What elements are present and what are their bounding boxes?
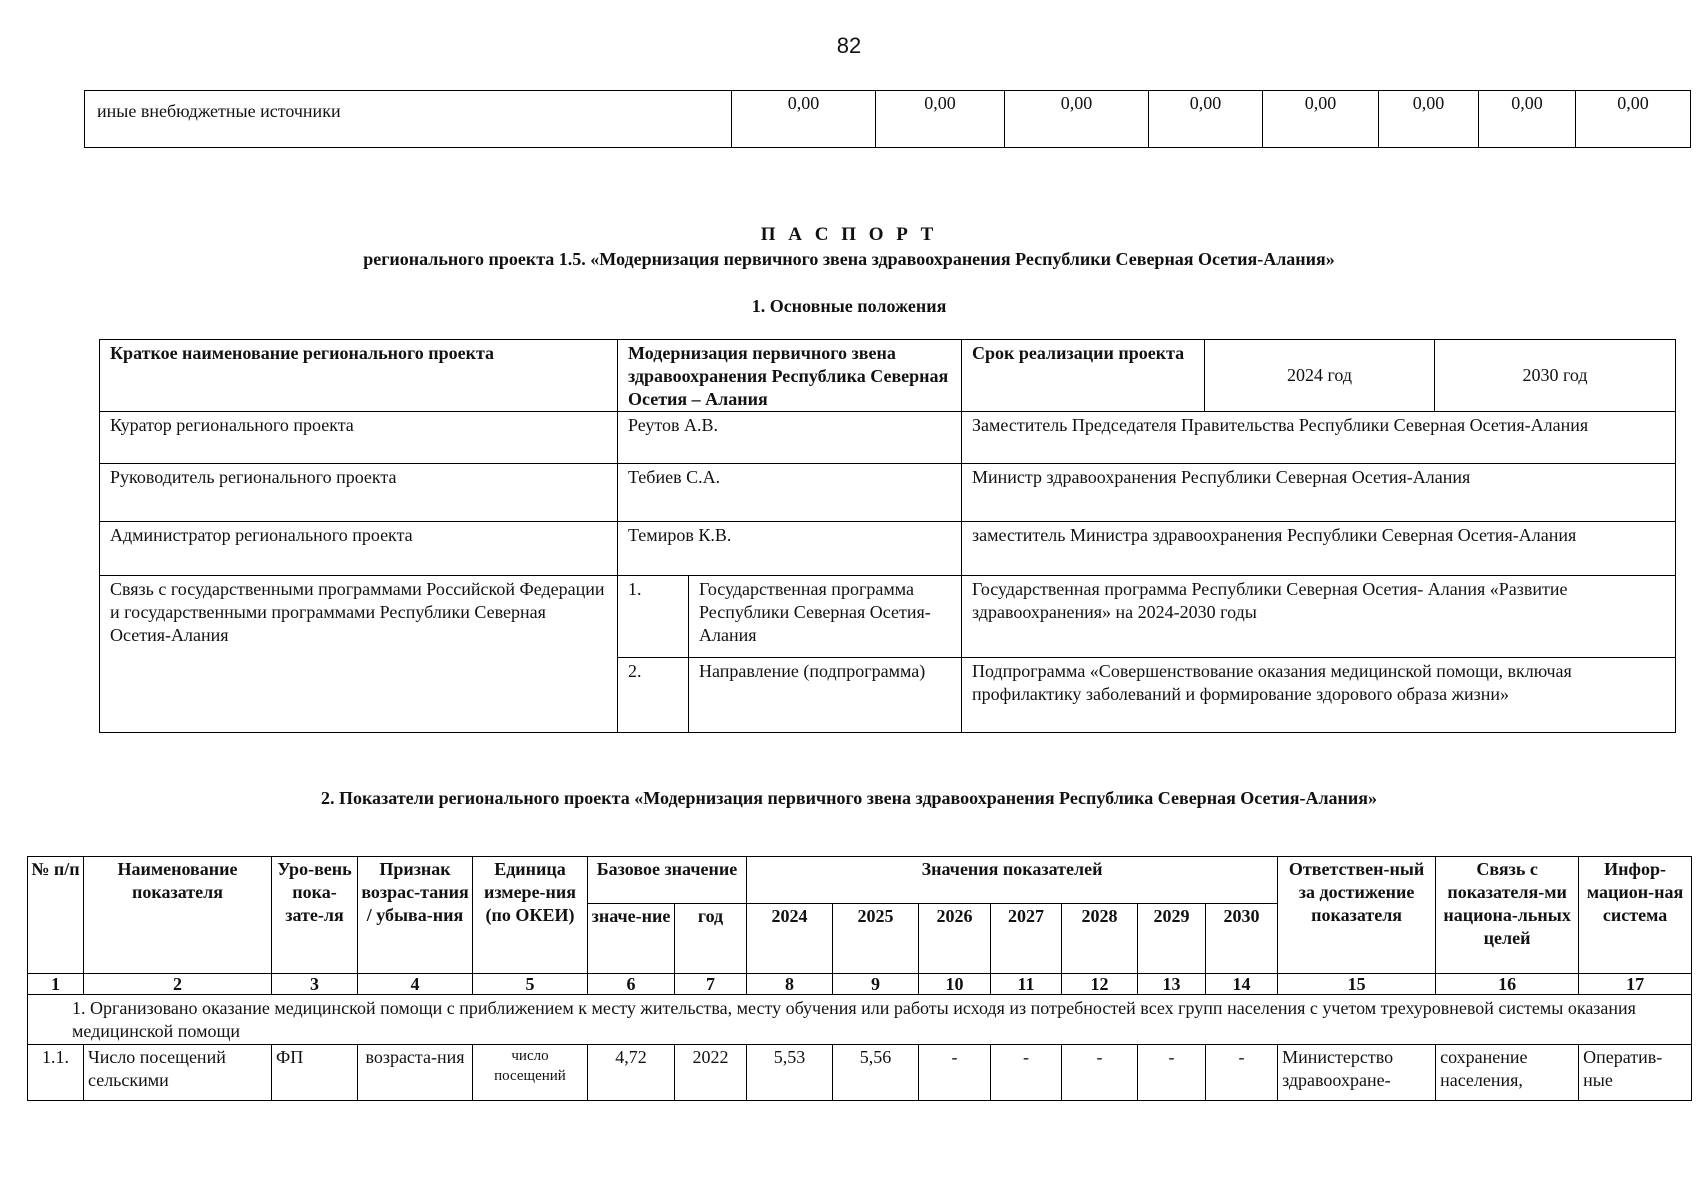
column-numbers-row bbox=[28, 974, 1692, 995]
row-num: 1.1. bbox=[28, 1045, 84, 1101]
header-link: Связь с показателя-ми национа-льных целей bbox=[1436, 857, 1579, 974]
basic-provisions-table bbox=[99, 339, 1676, 733]
row-link-1 bbox=[100, 576, 1676, 658]
row-info: Оператив-ные bbox=[1579, 1045, 1692, 1101]
header-base: Базовое значение bbox=[588, 857, 747, 904]
row-base-year: 2022 bbox=[675, 1045, 747, 1101]
funding-source-label: иные внебюджетные источники bbox=[85, 91, 732, 148]
row-level: ФП bbox=[272, 1045, 358, 1101]
funding-table bbox=[84, 90, 1691, 148]
row-curator bbox=[100, 412, 1676, 464]
header-base-year: год bbox=[675, 904, 747, 974]
header-year: 2025 bbox=[833, 904, 919, 974]
link-value: Государственная программа Республики Северная Осетия- Алания «Развитие здравоохранения» на 2024-2030 годы bbox=[962, 576, 1676, 658]
funding-value: 0,00 bbox=[732, 91, 876, 148]
funding-value: 0,00 bbox=[876, 91, 1005, 148]
column-number: 7 bbox=[675, 974, 747, 995]
funding-value: 0,00 bbox=[1576, 91, 1691, 148]
column-number: 14 bbox=[1206, 974, 1278, 995]
header-unit: Единица измере-ния (по ОКЕИ) bbox=[473, 857, 588, 974]
row-head bbox=[100, 464, 1676, 522]
funding-row bbox=[85, 91, 1691, 148]
funding-value: 0,00 bbox=[1263, 91, 1379, 148]
header-num: № п/п bbox=[28, 857, 84, 974]
header-year: 2024 bbox=[747, 904, 833, 974]
row-value: - bbox=[1138, 1045, 1206, 1101]
page-number: 82 bbox=[836, 33, 862, 58]
column-number: 10 bbox=[919, 974, 991, 995]
indicators-table bbox=[27, 856, 1692, 1101]
row-base-value: 4,72 bbox=[588, 1045, 675, 1101]
column-number: 12 bbox=[1062, 974, 1138, 995]
table-row bbox=[28, 1045, 1692, 1101]
column-number: 5 bbox=[473, 974, 588, 995]
link-type: Направление (подпрограмма) bbox=[689, 658, 962, 733]
header-year: 2026 bbox=[919, 904, 991, 974]
column-number: 8 bbox=[747, 974, 833, 995]
period-label: Срок реализации проекта bbox=[962, 340, 1205, 412]
column-number: 3 bbox=[272, 974, 358, 995]
row-name: Число посещений сельскими bbox=[84, 1045, 272, 1101]
link-num: 2. bbox=[618, 658, 689, 733]
column-number: 4 bbox=[358, 974, 473, 995]
link-value: Подпрограмма «Совершенствование оказания медицинской помощи, включая профилактику заболеваний и формирование здорового образа жизни» bbox=[962, 658, 1676, 733]
short-name-value: Модернизация первичного звена здравоохранения Республика Северная Осетия – Алания bbox=[618, 340, 962, 412]
column-number: 1 bbox=[28, 974, 84, 995]
passport-subtitle: регионального проекта 1.5. «Модернизация первичного звена здравоохранения Республики Северная Осетия-Алания» bbox=[363, 249, 1335, 269]
column-number: 11 bbox=[991, 974, 1062, 995]
header-info: Инфор-мацион-ная система bbox=[1579, 857, 1692, 974]
section-row bbox=[28, 995, 1692, 1045]
head-position: Министр здравоохранения Республики Северная Осетия-Алания bbox=[962, 464, 1676, 522]
passport-title: П А С П О Р Т bbox=[760, 224, 938, 245]
curator-name: Реутов А.В. bbox=[618, 412, 962, 464]
header-sign: Признак возрас-тания / убыва-ния bbox=[358, 857, 473, 974]
header-name: Наименование показателя bbox=[84, 857, 272, 974]
admin-name: Темиров К.В. bbox=[618, 522, 962, 576]
section2-title: 2. Показатели регионального проекта «Модернизация первичного звена здравоохранения Республика Северная Осетия-Алания» bbox=[320, 788, 1378, 808]
period-start: 2024 год bbox=[1205, 340, 1435, 412]
section1-title: 1. Основные положения bbox=[751, 296, 947, 316]
header-responsible: Ответствен-ный за достижение показателя bbox=[1278, 857, 1436, 974]
row-value: 5,53 bbox=[747, 1045, 833, 1101]
header-year: 2030 bbox=[1206, 904, 1278, 974]
link-type: Государственная программа Республики Северная Осетия-Алания bbox=[689, 576, 962, 658]
row-value: 5,56 bbox=[833, 1045, 919, 1101]
row-responsible: Министерство здравоохране- bbox=[1278, 1045, 1436, 1101]
row-value: - bbox=[991, 1045, 1062, 1101]
link-num: 1. bbox=[618, 576, 689, 658]
curator-label: Куратор регионального проекта bbox=[100, 412, 618, 464]
column-number: 17 bbox=[1579, 974, 1692, 995]
admin-position: заместитель Министра здравоохранения Республики Северная Осетия-Алания bbox=[962, 522, 1676, 576]
head-label: Руководитель регионального проекта bbox=[100, 464, 618, 522]
curator-position: Заместитель Председателя Правительства Республики Северная Осетия-Алания bbox=[962, 412, 1676, 464]
header-level: Уро-вень пока-зате-ля bbox=[272, 857, 358, 974]
head-name: Тебиев С.А. bbox=[618, 464, 962, 522]
header-row-1 bbox=[28, 857, 1692, 904]
row-value: - bbox=[919, 1045, 991, 1101]
column-number: 15 bbox=[1278, 974, 1436, 995]
row-admin bbox=[100, 522, 1676, 576]
funding-value: 0,00 bbox=[1379, 91, 1479, 148]
funding-value: 0,00 bbox=[1479, 91, 1576, 148]
row-unit: число посещений bbox=[473, 1045, 588, 1101]
section-row-text: 1. Организовано оказание медицинской помощи с приближением к месту жительства, месту обучения или работы исходя из потребностей всех групп населения с учетом трехуровневой системы оказания медицинской помощи bbox=[28, 995, 1692, 1045]
header-year: 2027 bbox=[991, 904, 1062, 974]
column-number: 6 bbox=[588, 974, 675, 995]
link-label: Связь с государственными программами Российской Федерации и государственными программами Республики Северная Осетия-Алания bbox=[100, 576, 618, 733]
column-number: 2 bbox=[84, 974, 272, 995]
header-values: Значения показателей bbox=[747, 857, 1278, 904]
funding-value: 0,00 bbox=[1005, 91, 1149, 148]
period-end: 2030 год bbox=[1435, 340, 1676, 412]
row-link: сохранение населения, bbox=[1436, 1045, 1579, 1101]
column-number: 9 bbox=[833, 974, 919, 995]
header-year: 2028 bbox=[1062, 904, 1138, 974]
short-name-label: Краткое наименование регионального проекта bbox=[100, 340, 618, 412]
header-base-value: значе-ние bbox=[588, 904, 675, 974]
funding-value: 0,00 bbox=[1149, 91, 1263, 148]
row-value: - bbox=[1206, 1045, 1278, 1101]
row-value: - bbox=[1062, 1045, 1138, 1101]
row-short-name bbox=[100, 340, 1676, 412]
row-sign: возраста-ния bbox=[358, 1045, 473, 1101]
header-year: 2029 bbox=[1138, 904, 1206, 974]
column-number: 13 bbox=[1138, 974, 1206, 995]
column-number: 16 bbox=[1436, 974, 1579, 995]
admin-label: Администратор регионального проекта bbox=[100, 522, 618, 576]
